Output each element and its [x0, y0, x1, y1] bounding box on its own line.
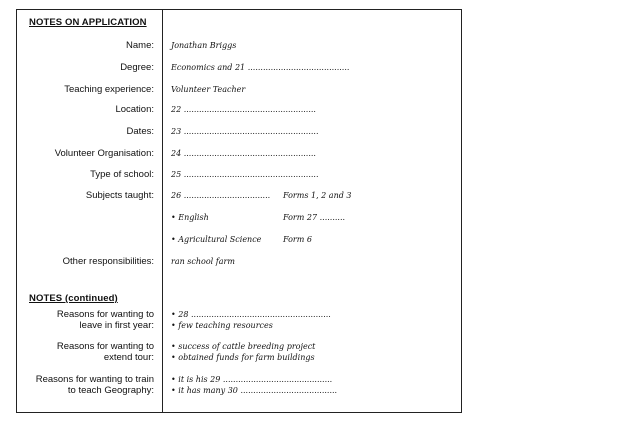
extend-value1: • success of cattle breeding project	[171, 342, 316, 351]
subjects-line1-left: 26 ..................................	[171, 191, 271, 200]
name-label: Name:	[126, 40, 154, 51]
location-label: Location:	[115, 104, 154, 115]
experience-label: Teaching experience:	[64, 84, 154, 95]
leave-label-line2: leave in first year:	[79, 320, 154, 331]
subjects-label: Subjects taught:	[85, 190, 154, 201]
subjects-line1-right: Forms 1, 2 and 3	[283, 191, 352, 200]
organisation-label: Volunteer Organisation:	[54, 148, 154, 159]
geography-label-line1: Reasons for wanting to train	[35, 374, 154, 385]
degree-value: Economics and 21 ........................................	[171, 63, 350, 72]
degree-label: Degree:	[120, 62, 154, 73]
extend-label-line1: Reasons for wanting to	[56, 341, 154, 352]
dates-value: 23 .....................................................	[171, 127, 319, 136]
page-title: NOTES ON APPLICATION	[29, 17, 147, 28]
other-value: ran school farm	[171, 257, 235, 266]
subjects-line2-right: Form 27 ..........	[283, 213, 346, 222]
experience-value: Volunteer Teacher	[171, 85, 246, 94]
subjects-line3-right: Form 6	[283, 235, 312, 244]
school-type-value: 25 .....................................................	[171, 170, 319, 179]
other-label: Other responsibilities:	[62, 256, 154, 267]
geography-value2: • it has many 30 ......................................	[171, 386, 338, 395]
name-value: Jonathan Briggs	[171, 41, 237, 50]
extend-value2: • obtained funds for farm buildings	[171, 353, 315, 362]
geography-value1: • it is his 29 ...........................................	[171, 375, 333, 384]
leave-value2: • few teaching resources	[171, 321, 273, 330]
organisation-value: 24 ....................................................	[171, 149, 316, 158]
subjects-line2-left: • English	[171, 213, 209, 222]
leave-value1: • 28 .......................................................	[171, 310, 331, 319]
column-divider	[162, 9, 163, 413]
location-value: 22 ....................................................	[171, 105, 316, 114]
geography-label-line2: to teach Geography:	[67, 385, 154, 396]
school-type-label: Type of school:	[90, 169, 154, 180]
extend-label-line2: extend tour:	[103, 352, 154, 363]
dates-label: Dates:	[126, 126, 154, 137]
leave-label-line1: Reasons for wanting to	[56, 309, 154, 320]
subjects-line3-left: • Agricultural Science	[171, 235, 262, 244]
continued-title: NOTES (continued)	[29, 293, 118, 304]
